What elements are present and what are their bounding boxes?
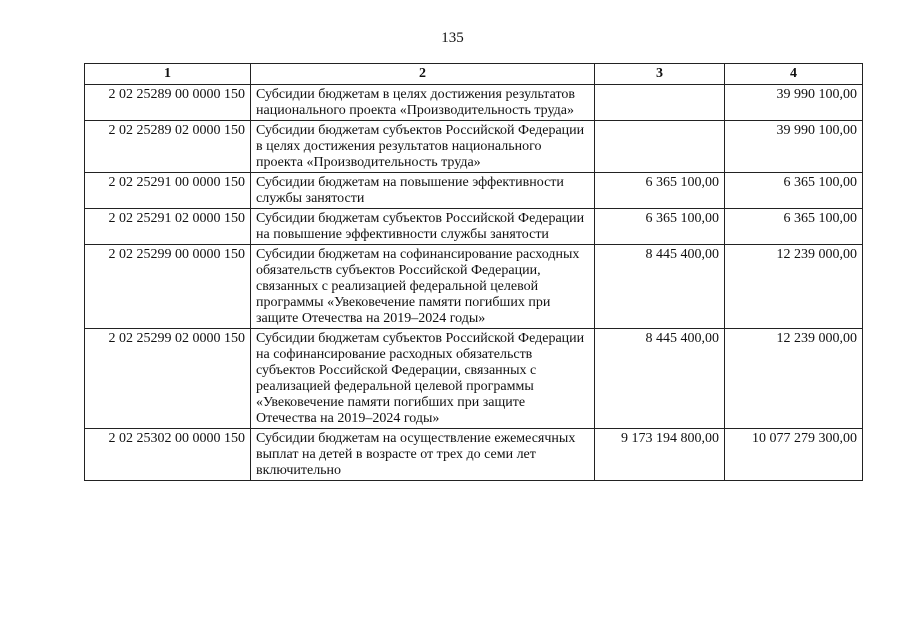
- row-col3-value: 8 445 400,00: [595, 245, 725, 329]
- row-name: Субсидии бюджетам в целях достижения результатов национального проекта «Производительность труда»: [251, 85, 595, 121]
- row-code: 2 02 25291 00 0000 150: [85, 173, 251, 209]
- header-col-3: 3: [595, 64, 725, 85]
- header-col-2: 2: [251, 64, 595, 85]
- row-code: 2 02 25289 02 0000 150: [85, 121, 251, 173]
- row-code: 2 02 25299 02 0000 150: [85, 329, 251, 429]
- budget-table: [84, 63, 863, 481]
- header-col-4: 4: [725, 64, 863, 85]
- row-code: 2 02 25302 00 0000 150: [85, 429, 251, 481]
- row-col3-value: [595, 85, 725, 121]
- table-row: [85, 173, 863, 209]
- row-col4-value: 10 077 279 300,00: [725, 429, 863, 481]
- row-col4-value: 6 365 100,00: [725, 173, 863, 209]
- row-col4-value: 6 365 100,00: [725, 209, 863, 245]
- table-row: [85, 245, 863, 329]
- table-header-row: [85, 64, 863, 85]
- header-col-1: 1: [85, 64, 251, 85]
- table-row: [85, 121, 863, 173]
- row-col3-value: 6 365 100,00: [595, 209, 725, 245]
- page-number: 135: [441, 30, 464, 46]
- row-name: Субсидии бюджетам на повышение эффективности службы занятости: [251, 173, 595, 209]
- row-col4-value: 39 990 100,00: [725, 121, 863, 173]
- row-col3-value: 9 173 194 800,00: [595, 429, 725, 481]
- table-row: [85, 429, 863, 481]
- row-col4-value: 39 990 100,00: [725, 85, 863, 121]
- row-col3-value: 6 365 100,00: [595, 173, 725, 209]
- table-row: [85, 329, 863, 429]
- row-name: Субсидии бюджетам субъектов Российской Федерации на повышение эффективности службы занятости: [251, 209, 595, 245]
- row-name: Субсидии бюджетам на софинансирование расходных обязательств субъектов Российской Федерации, связанных с реализацией федеральной целевой программы «Увековечение памяти погибших при защите Отечества на 2019–2024 годы»: [251, 245, 595, 329]
- row-col4-value: 12 239 000,00: [725, 329, 863, 429]
- row-code: 2 02 25299 00 0000 150: [85, 245, 251, 329]
- row-col3-value: 8 445 400,00: [595, 329, 725, 429]
- row-name: Субсидии бюджетам субъектов Российской Федерации в целях достижения результатов национального проекта «Производительность труда»: [251, 121, 595, 173]
- row-code: 2 02 25291 02 0000 150: [85, 209, 251, 245]
- table-row: [85, 209, 863, 245]
- row-col3-value: [595, 121, 725, 173]
- table-row: [85, 85, 863, 121]
- row-code: 2 02 25289 00 0000 150: [85, 85, 251, 121]
- row-name: Субсидии бюджетам на осуществление ежемесячных выплат на детей в возрасте от трех до семи лет включительно: [251, 429, 595, 481]
- row-col4-value: 12 239 000,00: [725, 245, 863, 329]
- row-name: Субсидии бюджетам субъектов Российской Федерации на софинансирование расходных обязательств субъектов Российской Федерации, связанных с реализацией федеральной целевой программы «Увековечение памяти погибших при защите Отечества на 2019–2024 годы»: [251, 329, 595, 429]
